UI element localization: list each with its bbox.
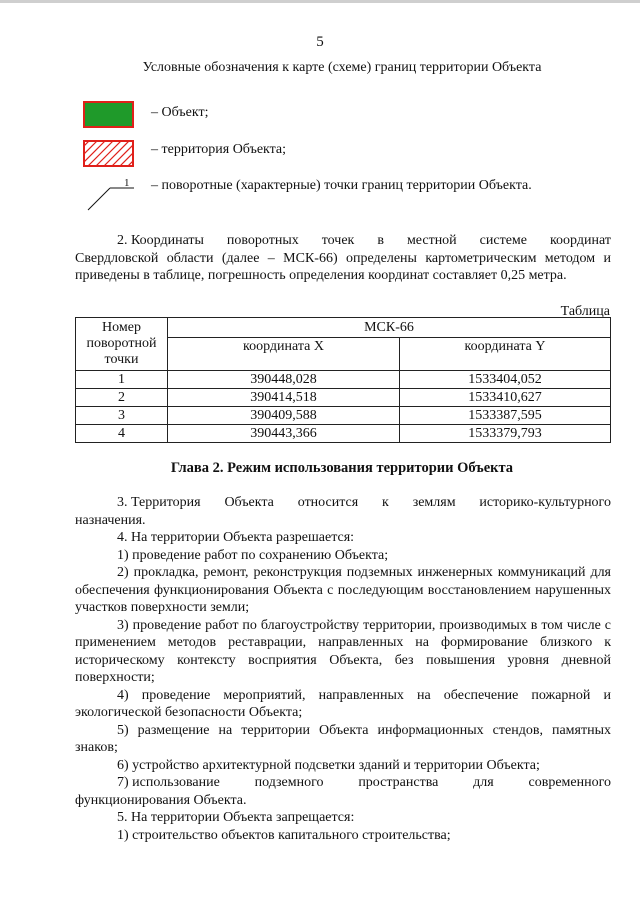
header-coordinate-x: координата X (168, 338, 400, 371)
cell-point-number: 4 (76, 425, 168, 443)
cell-point-number: 3 (76, 407, 168, 425)
list-item: 5) размещение на территории Объекта информационных стендов, памятных знаков; (75, 722, 611, 755)
paragraph-4-block (75, 529, 611, 844)
word: точек (321, 233, 355, 248)
list-item: 6) устройство архитектурной подсветки зданий и территории Объекта; (117, 757, 540, 773)
word: пространства (358, 775, 439, 790)
legend-turning-point-label: – поворотные (характерные) точки границ территории Объекта. (151, 178, 532, 193)
page-number: 5 (316, 34, 324, 50)
word: для (473, 775, 494, 790)
cell-x: 390414,518 (168, 389, 400, 407)
table-row (76, 389, 611, 407)
territory-hatch-symbol (83, 140, 134, 167)
list-item-rest: функционирования Объекта. (75, 792, 247, 808)
word: местной (406, 233, 457, 248)
cell-point-number: 1 (76, 371, 168, 389)
table-row (76, 371, 611, 389)
coordinates-table (75, 317, 611, 443)
scan-edge-line (0, 0, 640, 3)
paragraph-4-intro: 4. На территории Объекта разрешается: (117, 530, 355, 545)
word: Объекта (224, 495, 274, 510)
paragraph-2 (75, 232, 611, 285)
legend-object-label: – Объект; (151, 105, 209, 120)
paragraph-3-rest: назначения. (75, 512, 146, 528)
table-row (76, 425, 611, 443)
word: системе (479, 233, 527, 248)
word: современного (528, 775, 611, 790)
cell-y: 1533404,052 (400, 371, 611, 389)
cell-y: 1533410,627 (400, 389, 611, 407)
legend-territory-label: – территория Объекта; (151, 142, 287, 157)
paragraph-3-first-line (75, 494, 611, 512)
word: поворотных (226, 233, 299, 248)
word: координат (549, 233, 611, 248)
list-item: 4) проведение мероприятий, направленных на обеспечение пожарной и экологической безопасности Объекта; (75, 687, 611, 720)
legend-title: Условные обозначения к карте (схеме) границ территории Объекта (142, 60, 542, 75)
table-row (76, 407, 611, 425)
paragraph-5-intro: 5. На территории Объекта запрещается: (117, 810, 355, 825)
cell-y: 1533379,793 (400, 425, 611, 443)
word: относится (297, 495, 359, 510)
paragraph-2-rest: Свердловской области (далее – МСК-66) определены картометрическим методом и приведены в таблице, погрешность определения координат составляет 0,25 метра. (75, 250, 611, 283)
paragraph-3 (75, 494, 611, 529)
paragraph-2-first-line (75, 232, 611, 250)
turning-point-symbol-label: 1 (124, 177, 130, 189)
word: 7) использование (117, 775, 220, 790)
header-coordinate-y: координата Y (400, 338, 611, 371)
word: 3. Территория (117, 495, 201, 510)
table-caption: Таблица (560, 304, 610, 319)
list-item: 2) прокладка, ремонт, реконструкция подземных инженерных коммуникаций для обеспечения функционирования Объекта с последующим восстановлением нарушенных участков поверхности земли; (75, 565, 611, 615)
cell-x: 390409,588 (168, 407, 400, 425)
word: к (382, 495, 389, 510)
word: в (377, 233, 384, 248)
header-point-number: Номер поворотной точки (76, 318, 168, 371)
cell-x: 390448,028 (168, 371, 400, 389)
list-item: 1) строительство объектов капитального строительства; (117, 827, 451, 843)
word: 2. Координаты (117, 233, 204, 248)
object-fill-symbol (83, 101, 134, 128)
word: подземного (254, 775, 324, 790)
word: историко-культурного (479, 495, 611, 510)
turning-point-symbol (86, 176, 136, 212)
chapter-title: Глава 2. Режим использования территории Объекта (170, 460, 514, 476)
list-item-first-line (75, 774, 611, 792)
cell-point-number: 2 (76, 389, 168, 407)
word: землям (412, 495, 456, 510)
cell-y: 1533387,595 (400, 407, 611, 425)
list-item (75, 774, 611, 809)
cell-x: 390443,366 (168, 425, 400, 443)
list-item: 1) проведение работ по сохранению Объекта; (117, 547, 389, 563)
header-msk66: МСК-66 (168, 318, 611, 338)
list-item: 3) проведение работ по благоустройству территории, производимых в том числе с применением методов реставрации, направленных на формирование близкого к историческому контексту восприятия Объекта, без повышения уровня дневной поверхности; (75, 617, 611, 685)
